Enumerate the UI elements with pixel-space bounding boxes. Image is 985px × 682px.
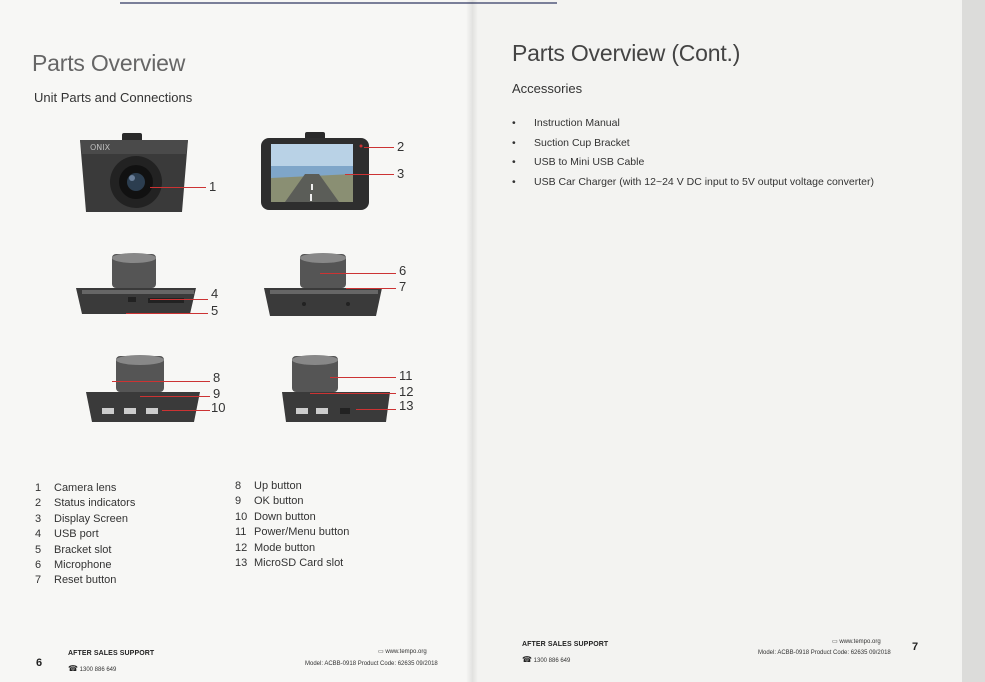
callout-line [320, 273, 396, 274]
callout-number: 13 [399, 398, 414, 413]
phone-icon: ☎ [522, 655, 532, 664]
callout-number: 5 [211, 303, 219, 318]
legend-item: 1 Camera lens [35, 482, 117, 494]
callout-line [364, 147, 394, 148]
list-item: • USB Car Charger (with 12~24 V DC input to 5V output voltage converter) [508, 176, 874, 196]
parts-legend-right [235, 479, 349, 571]
legend-item: 9 OK button [235, 495, 304, 508]
support-web: ▭ www.tempo.org [378, 649, 427, 655]
page-number: 6 [36, 657, 43, 669]
legend-item: 10 Down button [235, 510, 316, 523]
legend-item: 8 Up button [235, 480, 302, 492]
callout-line [345, 174, 394, 175]
camera-bottom-photo [74, 250, 202, 320]
left-page [0, 0, 472, 682]
page-title: Parts Overview [32, 50, 186, 76]
support-label: AFTER SALES SUPPORT [68, 650, 155, 657]
list-item: • Suction Cup Bracket [508, 137, 874, 157]
legend-item: 4 USB port [35, 528, 99, 541]
legend-item: 6 Microphone [35, 559, 112, 572]
top-rule [472, 2, 557, 4]
callout-line [126, 313, 208, 314]
section-heading: Accessories [512, 81, 583, 96]
page-number: 7 [912, 641, 919, 653]
callout-number: 1 [209, 179, 217, 194]
support-web: ▭ www.tempo.org [832, 639, 881, 645]
camera-back-photo [259, 130, 371, 212]
camera-power-photo [280, 352, 400, 426]
callout-line [150, 299, 208, 300]
callout-number: 9 [213, 386, 221, 401]
callout-number: 8 [213, 370, 221, 385]
book-spine [466, 0, 478, 682]
parts-legend-left [35, 481, 135, 589]
callout-number: 2 [397, 139, 405, 154]
callout-number: 4 [211, 286, 219, 301]
callout-line [310, 393, 396, 394]
top-rule [120, 2, 472, 4]
brand-logo: ONIX [90, 143, 111, 152]
phone-icon: ☎ [68, 664, 78, 673]
callout-line [150, 187, 206, 188]
callout-number: 10 [211, 400, 226, 415]
section-heading: Unit Parts and Connections [34, 90, 193, 105]
callout-line [112, 381, 210, 382]
model-info: Model: ACBB-0918 Product Code: 62635 09/2018 [758, 650, 891, 656]
computer-icon: ▭ [378, 649, 384, 655]
callout-number: 7 [399, 279, 407, 294]
camera-top-photo [262, 250, 384, 320]
callout-line [346, 288, 396, 289]
legend-item: 12 Mode button [235, 541, 316, 554]
list-item: • Instruction Manual [508, 117, 874, 137]
legend-item: 7 Reset button [35, 574, 117, 587]
callout-line [330, 377, 396, 378]
legend-item: 2 Status indicators [35, 497, 136, 510]
legend-item: 3 Display Screen [35, 512, 128, 525]
callout-number: 11 [399, 368, 413, 383]
callout-line [140, 396, 210, 397]
computer-icon: ▭ [832, 639, 838, 645]
camera-buttons-photo [84, 352, 208, 426]
model-info: Model: ACBB-0918 Product Code: 62635 09/2018 [305, 661, 438, 667]
legend-item: 11 Power/Menu button [235, 526, 350, 539]
support-label: AFTER SALES SUPPORT [522, 641, 609, 648]
camera-front-photo [74, 130, 194, 215]
support-phone: ☎ 1300 886 649 [68, 664, 117, 673]
callout-number: 6 [399, 263, 407, 278]
page-title: Parts Overview (Cont.) [512, 40, 741, 66]
callout-line [162, 410, 210, 411]
accessories-list [508, 117, 874, 195]
support-phone: ☎ 1300 886 649 [522, 655, 571, 664]
right-page [472, 0, 962, 682]
page-edge [962, 0, 985, 682]
legend-item: 13 MicroSD Card slot [235, 557, 344, 570]
callout-line [356, 409, 396, 410]
callout-number: 12 [399, 384, 414, 399]
list-item: • USB to Mini USB Cable [508, 156, 874, 176]
callout-number: 3 [397, 166, 405, 181]
legend-item: 5 Bracket slot [35, 543, 112, 556]
